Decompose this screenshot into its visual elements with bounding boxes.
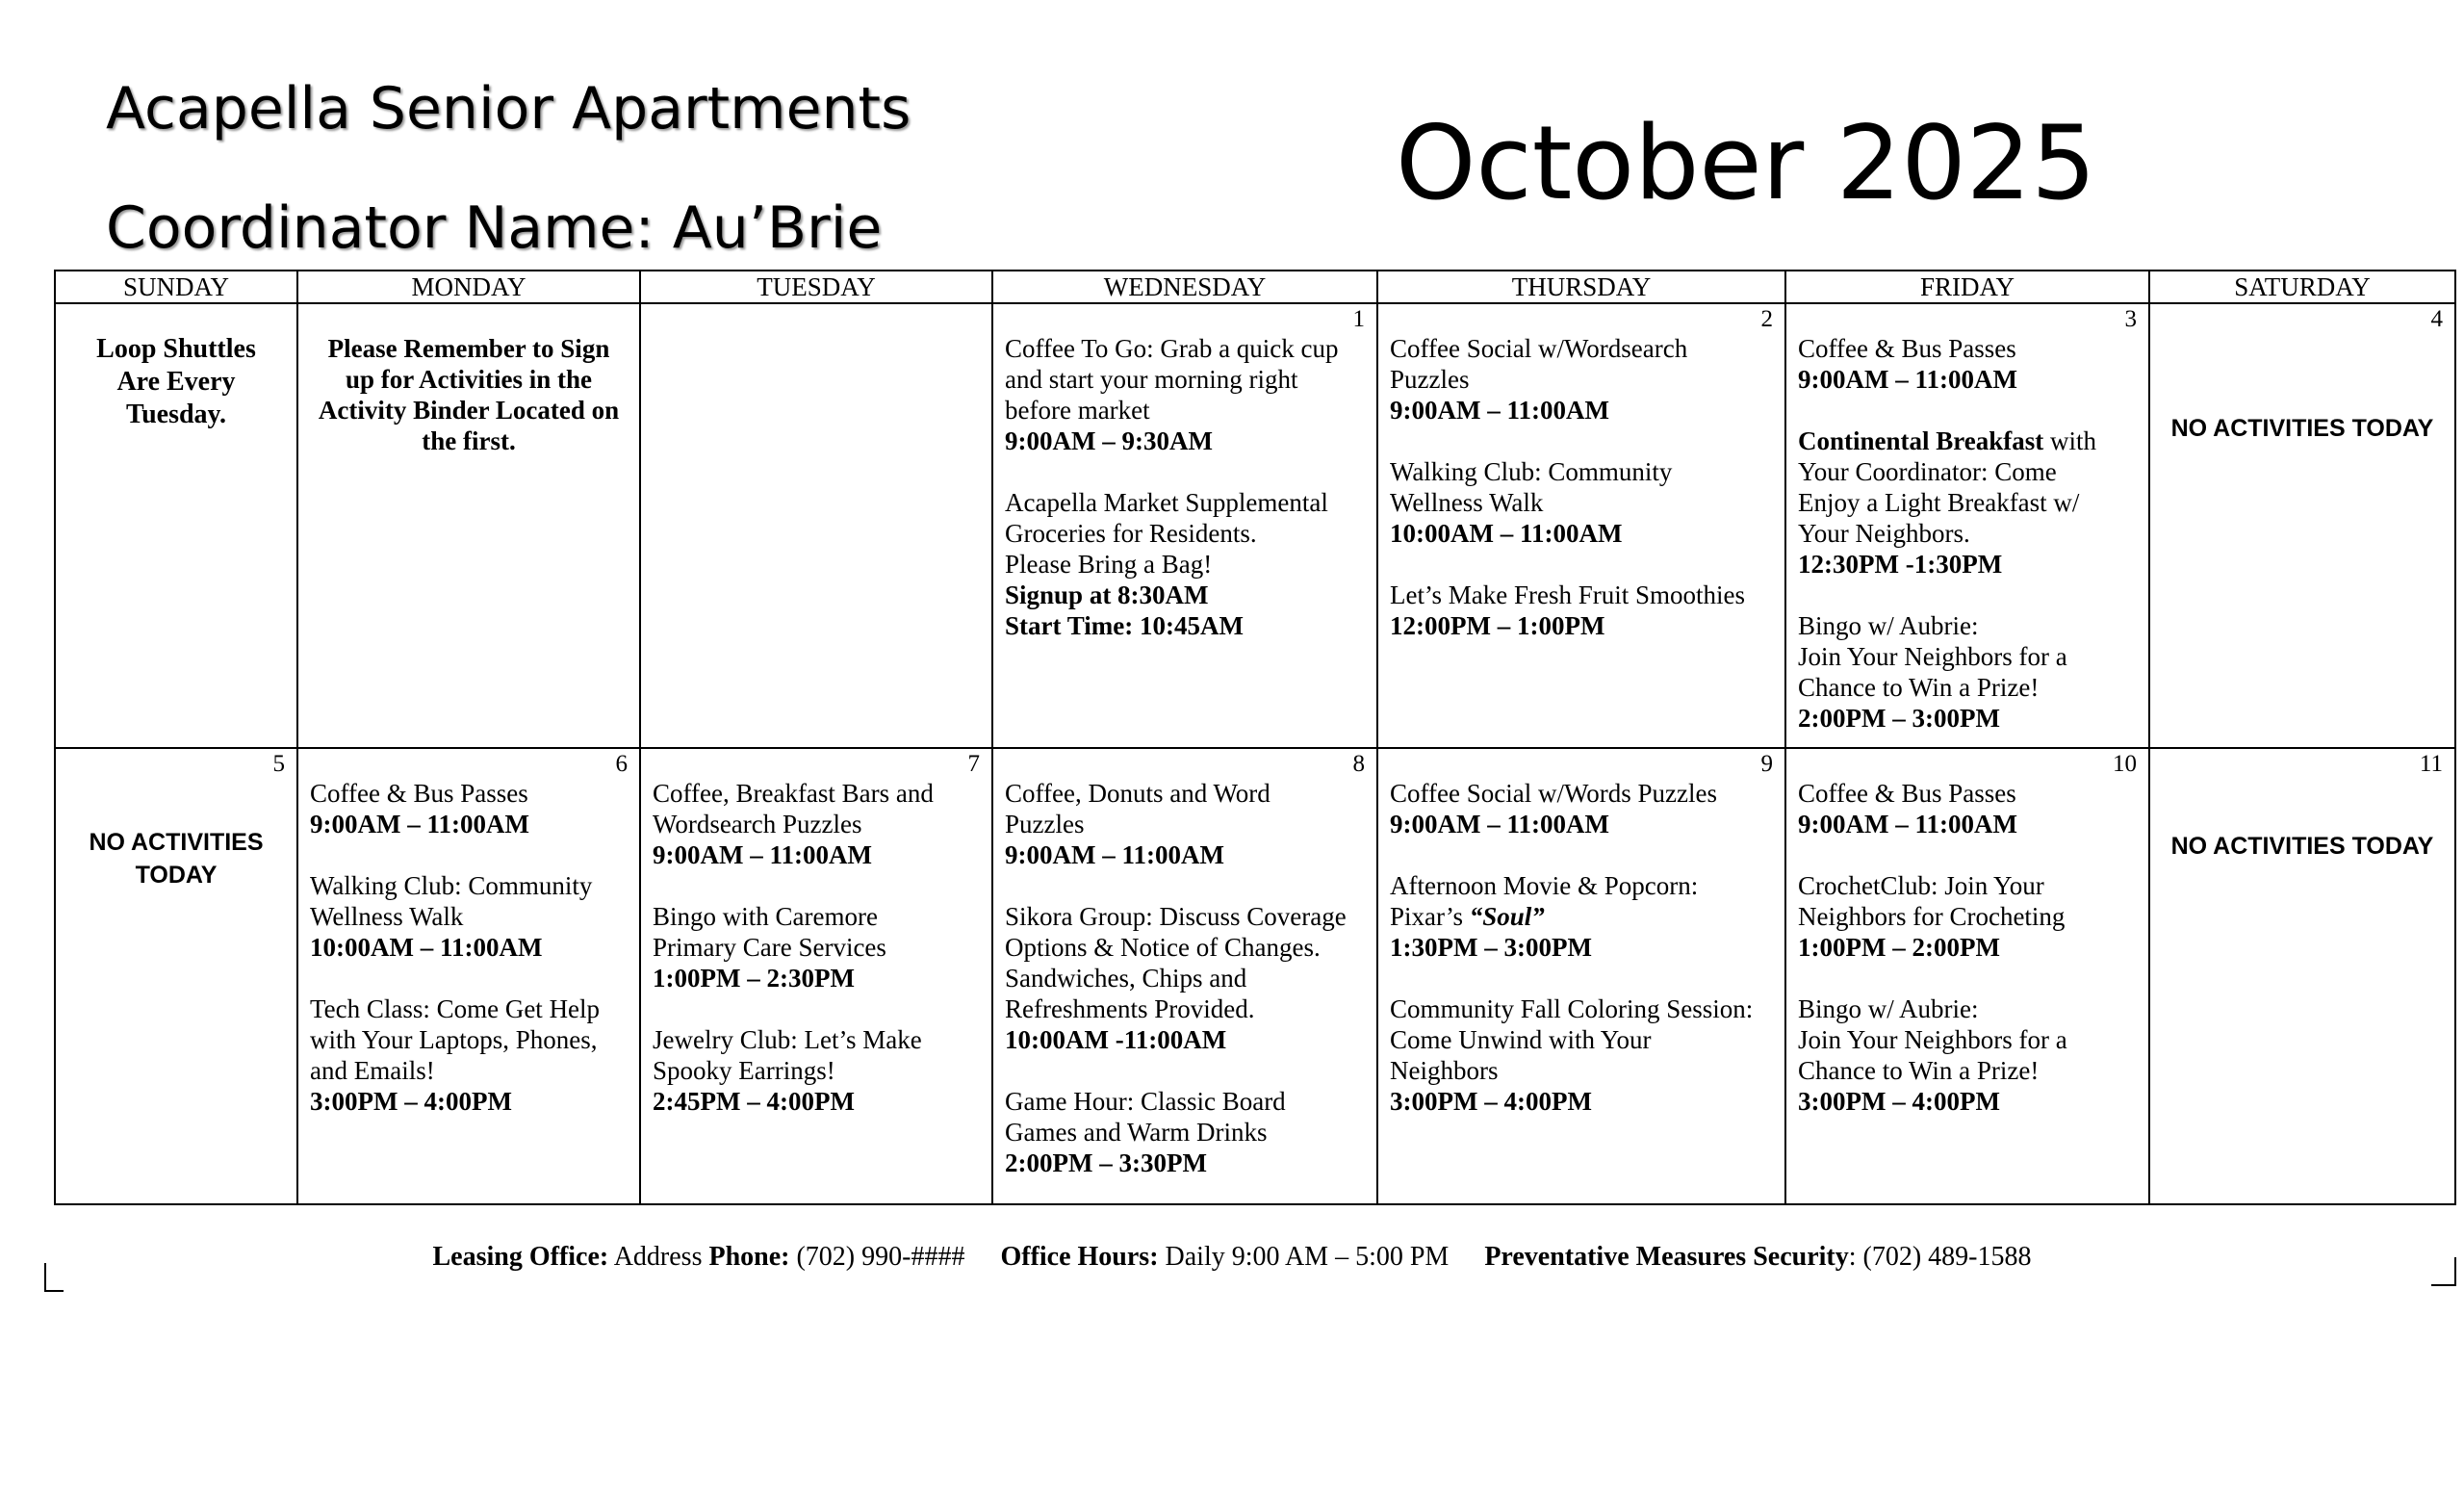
event: Continental Breakfast with Your Coordinator: Come Enjoy a Light Breakfast w/ Your Neighbors. 12:30PM -1:30PM [1798,426,2135,580]
event-time: Signup at 8:30AM [1005,580,1209,609]
office-hours-label: Office Hours: [1000,1242,1159,1272]
day-number: 9 [1760,751,1773,777]
event: Bingo with Caremore Primary Care Services 1:00PM – 2:30PM [653,901,978,993]
event-time: 9:00AM – 11:00AM [1798,810,2017,838]
day-number: 5 [272,751,285,777]
event: Coffee Social w/Words Puzzles 9:00AM – 11:00AM [1390,778,1771,839]
crop-mark-right [2431,1257,2456,1286]
weekday-saturday: SATURDAY [2149,271,2455,303]
phone-label: Phone: [708,1242,790,1272]
event-time: 9:00AM – 11:00AM [653,840,872,869]
event-time: 10:00AM -11:00AM [1005,1025,1227,1054]
weekday-sunday: SUNDAY [55,271,297,303]
event: Community Fall Coloring Session: Come Unwind with Your Neighbors 3:00PM – 4:00PM [1390,993,1771,1117]
event: CrochetClub: Join Your Neighbors for Crocheting 1:00PM – 2:00PM [1798,870,2135,963]
event: Walking Club: Community Wellness Walk 10:00AM – 11:00AM [1390,456,1771,549]
day-cell-4 [2149,303,2455,748]
event-time: 3:00PM – 4:00PM [1390,1087,1592,1116]
day-number: 3 [2124,306,2137,332]
event: Sikora Group: Discuss Coverage Options & Notice of Changes. Sandwiches, Chips and Refreshments Provided. 10:00AM -11:00AM [1005,901,1363,1055]
day-cell-11 [2149,748,2455,1204]
event: Bingo w/ Aubrie: Join Your Neighbors for a Chance to Win a Prize! 2:00PM – 3:00PM [1798,610,2135,734]
event: Coffee Social w/Wordsearch Puzzles 9:00AM – 11:00AM [1390,333,1771,426]
event-time: 12:00PM – 1:00PM [1390,611,1605,640]
weekday-friday: FRIDAY [1785,271,2149,303]
event-time: 2:45PM – 4:00PM [653,1087,855,1116]
day-number: 7 [967,751,980,777]
event-time: 9:00AM – 11:00AM [1390,810,1609,838]
event-time: 9:00AM – 11:00AM [1798,365,2017,394]
movie-title: “Soul” [1469,902,1545,931]
day-number: 4 [2430,306,2443,332]
leasing-address: Address [613,1242,703,1272]
day-cell-3 [1785,303,2149,748]
event-time: 1:00PM – 2:30PM [653,964,855,993]
weekday-header-row [55,271,2455,303]
event-time: 2:00PM – 3:00PM [1798,704,2000,733]
day-cell-empty-monday [297,303,640,748]
weekday-tuesday: TUESDAY [640,271,992,303]
office-hours: Daily 9:00 AM – 5:00 PM [1165,1242,1450,1272]
security-label: Preventative Measures Security [1484,1242,1849,1272]
weekday-monday: MONDAY [297,271,640,303]
event: Game Hour: Classic Board Games and Warm Drinks 2:00PM – 3:30PM [1005,1086,1363,1178]
event: Walking Club: Community Wellness Walk 10:00AM – 11:00AM [310,870,626,963]
leasing-phone: (702) 990-#### [796,1242,965,1272]
event: Coffee & Bus Passes 9:00AM – 11:00AM [1798,778,2135,839]
security-phone: : (702) 489-1588 [1848,1242,2032,1272]
coordinator-name: Coordinator Name: Au’Brie [106,194,883,262]
day-cell-7 [640,748,992,1204]
event: Let’s Make Fresh Fruit Smoothies 12:00PM – 1:00PM [1390,580,1771,641]
event: Afternoon Movie & Popcorn: Pixar’s “Soul” 1:30PM – 3:00PM [1390,870,1771,963]
no-activities-note: NO ACTIVITIES TODAY [2170,415,2434,442]
day-number: 2 [1760,306,1773,332]
signup-note: Please Remember to Sign up for Activities in the Activity Binder Located on the first. [318,334,620,455]
day-number: 1 [1352,306,1365,332]
day-number: 8 [1352,751,1365,777]
no-activities-note: NO ACTIVITIES TODAY [89,829,264,889]
event: Coffee To Go: Grab a quick cup and start your morning right before market 9:00AM – 9:30AM [1005,333,1363,456]
weekday-wednesday: WEDNESDAY [992,271,1377,303]
day-number: 11 [2419,751,2443,777]
day-number: 6 [615,751,628,777]
event: Tech Class: Come Get Help with Your Laptops, Phones, and Emails! 3:00PM – 4:00PM [310,993,626,1117]
no-activities-note: NO ACTIVITIES TODAY [2170,833,2434,860]
day-cell-5 [55,748,297,1204]
day-cell-6 [297,748,640,1204]
crop-mark-left [44,1263,64,1292]
day-cell-2 [1377,303,1785,748]
event-time: 9:00AM – 11:00AM [310,810,529,838]
calendar-week-2 [55,748,2455,1204]
month-title: October 2025 [1396,104,2096,222]
event: Coffee & Bus Passes 9:00AM – 11:00AM [310,778,626,839]
day-cell-8 [992,748,1377,1204]
day-cell-empty-sunday [55,303,297,748]
event: Acapella Market Supplemental Groceries for Residents. Please Bring a Bag! Signup at 8:30AM Start Time: 10:45AM [1005,487,1363,641]
event: Coffee, Donuts and Word Puzzles 9:00AM – 11:00AM [1005,778,1363,870]
event: Bingo w/ Aubrie: Join Your Neighbors for a Chance to Win a Prize! 3:00PM – 4:00PM [1798,993,2135,1117]
day-cell-10 [1785,748,2149,1204]
day-cell-empty-tuesday [640,303,992,748]
event-time: 2:00PM – 3:30PM [1005,1148,1207,1177]
calendar-week-1 [55,303,2455,748]
event-time: 9:00AM – 11:00AM [1005,840,1224,869]
day-cell-9 [1377,748,1785,1204]
day-number: 10 [2113,751,2137,777]
leasing-office-label: Leasing Office: [432,1242,609,1272]
event-time: 3:00PM – 4:00PM [1798,1087,2000,1116]
day-cell-1 [992,303,1377,748]
event: Coffee & Bus Passes 9:00AM – 11:00AM [1798,333,2135,395]
event-time: 1:30PM – 3:00PM [1390,933,1592,962]
weekday-thursday: THURSDAY [1377,271,1785,303]
event-time: 12:30PM -1:30PM [1798,550,2003,579]
event-time: 10:00AM – 11:00AM [1390,519,1623,548]
event-time: 10:00AM – 11:00AM [310,933,543,962]
property-name: Acapella Senior Apartments [106,75,911,142]
calendar-table [54,270,2456,1205]
event-time: 1:00PM – 2:00PM [1798,933,2000,962]
event-time: Start Time: 10:45AM [1005,611,1244,640]
footer-contact-line [0,1242,2464,1273]
event: Coffee, Breakfast Bars and Wordsearch Puzzles 9:00AM – 11:00AM [653,778,978,870]
event-time: 3:00PM – 4:00PM [310,1087,512,1116]
event-time: 9:00AM – 11:00AM [1390,396,1609,425]
event-time: 9:00AM – 9:30AM [1005,426,1213,455]
shuttle-note: Loop Shuttles Are Every Tuesday. [96,334,256,429]
event: Jewelry Club: Let’s Make Spooky Earrings! 2:45PM – 4:00PM [653,1024,978,1117]
